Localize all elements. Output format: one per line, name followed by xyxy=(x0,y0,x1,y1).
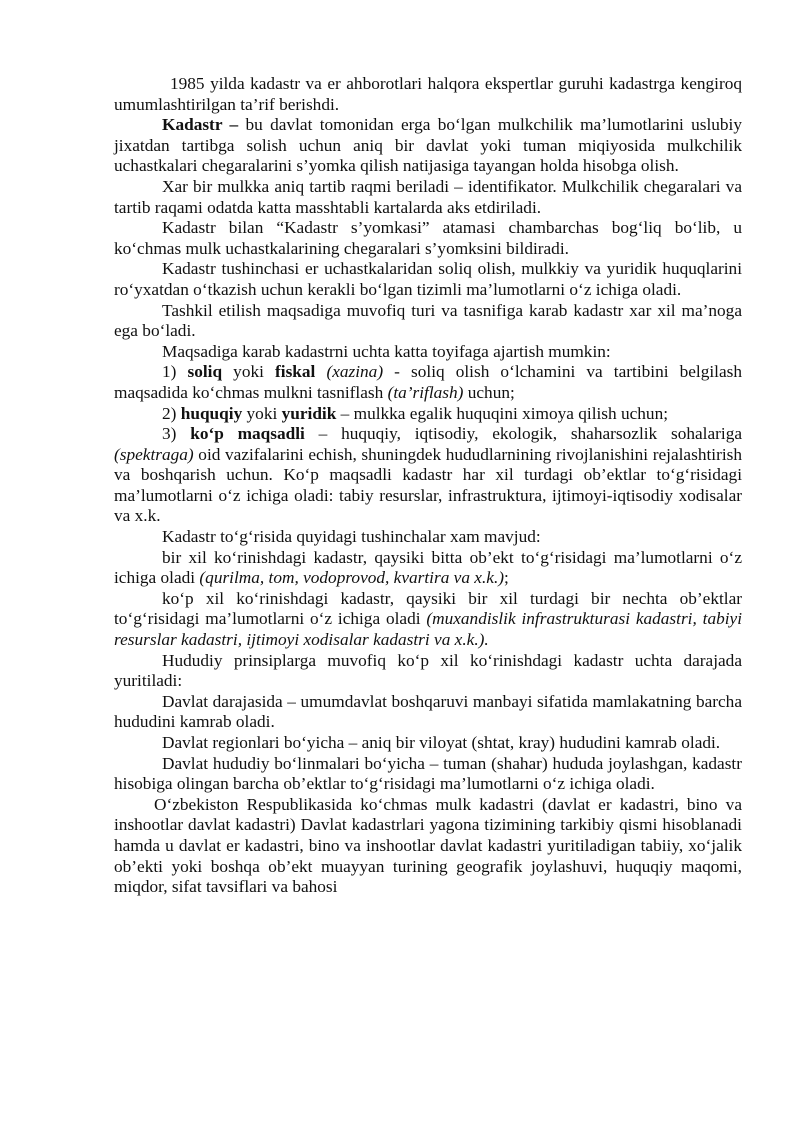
paragraph-definition xyxy=(114,115,742,177)
text-run: Tashkil etilish maqsadiga muvofiq turi va tasnifiga karab kadastr xar xil ma’noga ega bo‘ladi. xyxy=(114,300,742,341)
paragraph-uzbekistan xyxy=(114,795,742,898)
italic-note: (spektraga) xyxy=(114,444,194,464)
text-run: Davlat hududiy bo‘linmalari bo‘yicha – tuman (shahar) hududa joylashgan, kadastr hisobiga olingan barcha ob’ektlar to‘g‘risidagi ma’lumotlarni o‘z ichiga oladi. xyxy=(114,753,742,794)
paragraph-levels xyxy=(114,651,742,692)
document-page xyxy=(114,74,742,898)
paragraph-single-type xyxy=(114,548,742,589)
paragraph-concept xyxy=(114,259,742,300)
paragraph-syomka xyxy=(114,218,742,259)
italic-note: (qurilma, tom, vodoprovod, kvartira va x.k.) xyxy=(199,568,505,588)
paragraph-categories-intro xyxy=(114,342,742,363)
text-run: 1985 yilda kadastr va er ahborotlari halqora ekspertlar guruhi kadastrga kengiroq umumlashtirilgan ta’rif berishdi. xyxy=(114,74,742,114)
bold-term: Kadastr – xyxy=(162,115,246,135)
text-run: Maqsadiga karab kadastrni uchta katta toyifaga ajartish mumkin: xyxy=(162,341,611,361)
paragraph-cat-1 xyxy=(114,362,742,403)
text-run: oid vazifalarini echish, shuningdek hududlarnining rivojlanishini rejalashtirish va boshqarish uchun. Ko‘p maqsadli kadastr har xil turdagi ob’ektlar to‘g‘risidagi ma’lumotlarni o‘z ichiga oladi: tabiy resurslar, infrastruktura, ijtimoyi-iqtisodiy xodisalar va x.k. xyxy=(114,444,742,526)
text-run: Davlat regionlari bo‘yicha – aniq bir viloyat (shtat, kray) hududini kamrab oladi. xyxy=(162,733,721,752)
text-run: – huquqiy, iqtisodiy, ekologik, shaharsozlik sohalariga xyxy=(304,424,743,444)
text-run: uchun; xyxy=(463,382,515,402)
bold-term: yuridik xyxy=(281,403,337,423)
text-run: soliq olish o‘lchamini va tartibini belgilash maqsadida ko‘chmas mulkni tasniflash xyxy=(114,362,742,402)
text-run: 2) xyxy=(162,403,181,423)
paragraph-cat-3 xyxy=(114,424,742,527)
text-run: – mulkka egalik huquqini ximoya qilish uchun; xyxy=(336,403,669,423)
bold-term: ko‘p maqsadli xyxy=(190,424,305,444)
bold-term: fiskal xyxy=(275,362,316,382)
text-run: ko‘p xil ko‘rinishdagi kadastr, qaysiki bir xil turdagi bir nechta ob’ektlar to‘g‘risidagi ma’lumotlarni o‘z ichiga oladi xyxy=(114,588,742,629)
paragraph-concepts-exist xyxy=(114,527,742,548)
bold-term: huquqiy xyxy=(180,403,243,423)
text-run: Kadastr tushinchasi er uchastkalaridan soliq olish, mulkkiy va yuridik huquqlarini ro‘yxatdan o‘tkazish uchun kerakli bo‘lgan tizimli ma’lumotlarni o‘z ichiga oladi. xyxy=(114,259,742,299)
text-run: ; xyxy=(504,568,509,588)
bold-term: soliq xyxy=(187,362,223,382)
paragraph-multi-type xyxy=(114,589,742,651)
italic-note: (ta’riflash) xyxy=(387,382,464,402)
text-run: O‘zbekiston Respublikasida ko‘chmas mulk kadastri (davlat er kadastri, bino va inshootlar davlat kadastri) Davlat kadastrlari yagona tizimining tarkibiy qismi hisoblanadi hamda u davlat er kadastri, bino va inshootlar davlat kadastri yuritiladigan tabiiy, xo‘jalik ob’ekti yoki boshqa ob’ekt muayyan turining geografik joylashuvi, huquqiy maqomi, miqdor, sifat tavsiflari va bahosi xyxy=(114,794,742,897)
paragraph-cat-2 xyxy=(114,404,742,425)
paragraph-identifier xyxy=(114,177,742,218)
italic-note: (xazina) - xyxy=(326,362,400,382)
text-run: 3) xyxy=(162,424,191,444)
text-run: yoki xyxy=(222,362,276,382)
text-run: Xar bir mulkka aniq tartib raqmi beriladi – identifikator. Mulkchilik chegaralari va tartib raqami odatda katta masshtabli kartalarda aks etdiriladi. xyxy=(114,176,742,217)
paragraph-intro xyxy=(114,74,742,115)
paragraph-level-region xyxy=(114,733,742,754)
text-run: 1) xyxy=(162,362,188,382)
text-run xyxy=(315,362,326,381)
paragraph-organization xyxy=(114,301,742,342)
italic-note: (muxandislik infrastrukturasi kadastri, tabiyi resurslar kadastri, ijtimoyi xodisalar kadastri va x.k.). xyxy=(114,609,743,650)
text-run: bu davlat tomonidan erga bo‘lgan mulkchilik ma’lumotlarini uslubiy jixatdan tartibga solish uchun aniq bir davlat yoki tuman miqiyosida mulkchilik uchastkalari chegaralarini s’yomka qilish natijasiga tayangan holda hisobga olish. xyxy=(114,115,742,176)
text-run: Davlat darajasida – umumdavlat boshqaruvi manbayi sifatida mamlakatning barcha hududini kamrab oladi. xyxy=(114,691,742,732)
text-run: Hududiy prinsiplarga muvofiq ko‘p xil ko‘rinishdagi kadastr uchta darajada yuritiladi: xyxy=(114,650,742,691)
paragraph-level-district xyxy=(114,754,742,795)
text-run: bir xil ko‘rinishdagi kadastr, qaysiki bitta ob’ekt to‘g‘risidagi ma’lumotlarni o‘z ichiga oladi xyxy=(114,547,742,588)
text-run: Kadastr bilan “Kadastr s’yomkasi” atamasi chambarchas bog‘liq bo‘lib, u ko‘chmas mulk uchastkalarining chegaralari s’yomksini bildiradi. xyxy=(114,218,742,258)
paragraph-level-state xyxy=(114,692,742,733)
text-run: Kadastr to‘g‘risida quyidagi tushinchalar xam mavjud: xyxy=(162,527,541,547)
text-run: yoki xyxy=(242,403,282,423)
